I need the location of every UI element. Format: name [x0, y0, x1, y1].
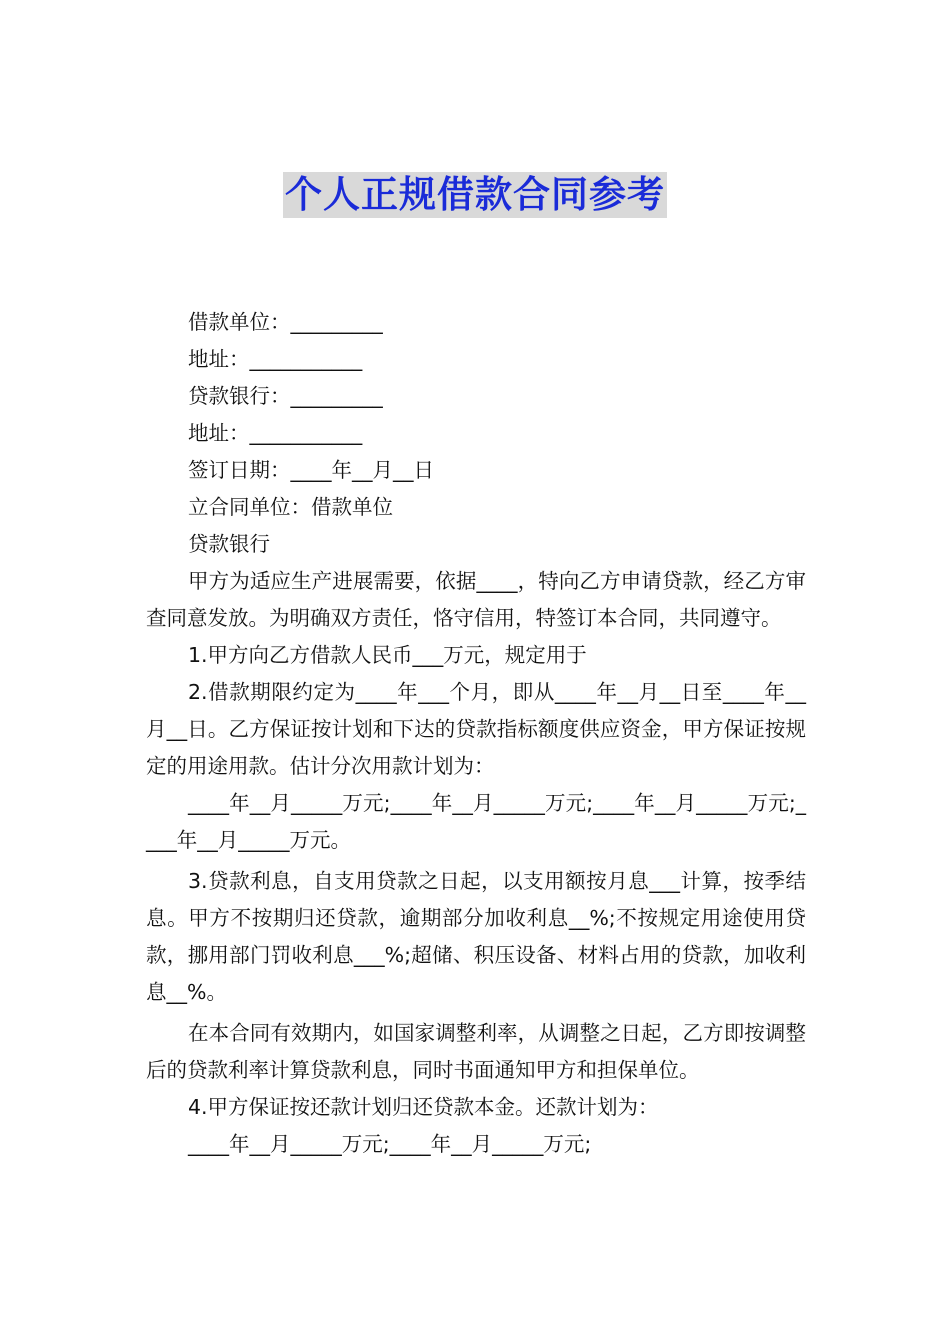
clause-1: 1.甲方向乙方借款人民币___万元，规定用于: [188, 643, 587, 667]
clause-3: 3.贷款利息，自支用贷款之日起，以支用额按月息___计算，按季结息。甲方不按期归还贷款，逾期部分加收利息__%;不按规定用途使用贷款，挪用部门罚收利息___%;超储、积压设备、材料占用的贷款，加收利息__%。: [146, 869, 806, 1004]
clause-2: 2.借款期限约定为____年___个月，即从____年__月__日至____年__月__日。乙方保证按计划和下达的贷款指标额度供应资金，甲方保证按规定的用途用款。估计分次用款计划为：: [146, 680, 806, 778]
lender-bank-party-line: 贷款银行: [188, 532, 270, 556]
document-body: [146, 304, 806, 1163]
clause-4: 4.甲方保证按还款计划归还贷款本金。还款计划为：: [188, 1095, 659, 1119]
usage-plan: ____年__月_____万元;____年__月_____万元;____年__月_____万元;____年__月_____万元。: [146, 791, 806, 852]
document-title: 个人正规借款合同参考: [285, 173, 665, 216]
signing-date-line: 签订日期：____年__月__日: [188, 458, 434, 482]
lender-bank-line: 贷款银行：_________: [188, 384, 383, 408]
lender-address-line: 地址：___________: [188, 421, 363, 445]
preamble-paragraph: 甲方为适应生产进展需要，依据____，特向乙方申请贷款，经乙方审查同意发放。为明确双方责任，恪守信用，特签订本合同，共同遵守。: [146, 569, 806, 630]
borrower-address-line: 地址：___________: [188, 347, 363, 371]
borrower-unit-line: 借款单位：_________: [188, 310, 383, 334]
rate-adjustment-paragraph: 在本合同有效期内，如国家调整利率，从调整之日起，乙方即按调整后的贷款利率计算贷款利息，同时书面通知甲方和担保单位。: [146, 1021, 806, 1082]
title-wrap: [0, 172, 950, 218]
contracting-parties-line: 立合同单位：借款单位: [188, 495, 393, 519]
repayment-plan: ____年__月_____万元;____年__月_____万元;: [188, 1132, 592, 1156]
